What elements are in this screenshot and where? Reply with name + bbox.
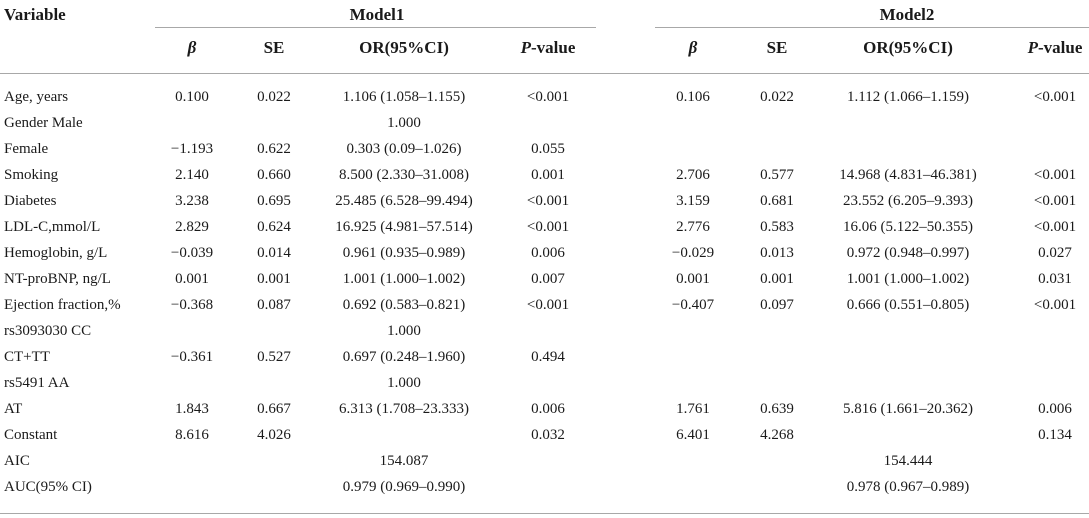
col-se-m1: SE [263,38,285,57]
m1-or-cell: 0.979 (0.969–0.990) [342,479,466,495]
m1-or-cell: 0.697 (0.248–1.960) [342,349,466,365]
m1-or-cell: 1.106 (1.058–1.155) [342,89,466,105]
m1-p-cell: <0.001 [526,219,570,235]
row-variable-label: NT-proBNP, ng/L [4,271,111,287]
m2-se-cell: 0.583 [760,219,794,235]
header-rule [0,73,1089,74]
col-beta-m2: β [688,38,698,57]
m1-se-cell: 0.014 [257,245,291,261]
m1-beta-cell: 2.140 [175,167,209,183]
m1-p-cell: 0.006 [531,245,565,261]
m1-beta-cell: 0.001 [175,271,209,287]
col-or-m2: OR(95%CI) [863,38,953,57]
m1-se-cell: 0.001 [257,271,291,287]
col-se-m2: SE [766,38,788,57]
m1-or-cell: 25.485 (6.528–99.494) [335,193,473,209]
m1-p-cell: 0.007 [531,271,565,287]
m1-se-cell: 0.660 [257,167,291,183]
m2-se-cell: 0.001 [760,271,794,287]
m2-beta-cell: 2.706 [676,167,710,183]
model2-underline [655,27,1089,28]
m1-se-cell: 0.667 [257,401,291,417]
m1-p-cell: 0.006 [531,401,565,417]
m2-or-cell: 5.816 (1.661–20.362) [843,401,973,417]
m1-or-cell: 0.961 (0.935–0.989) [342,245,466,261]
m1-or-cell: 1.001 (1.000–1.002) [342,271,466,287]
m2-beta-cell: 2.776 [676,219,710,235]
m2-p-cell: 0.031 [1038,271,1072,287]
m1-se-cell: 0.527 [257,349,291,365]
m1-p-cell: <0.001 [526,297,570,313]
m1-beta-cell: 3.238 [175,193,209,209]
col-beta-m1: β [187,38,197,57]
row-variable-label: AIC [4,453,30,469]
m2-beta-cell: 1.761 [676,401,710,417]
m2-se-cell: 0.639 [760,401,794,417]
m2-p-cell: <0.001 [1033,167,1077,183]
col-p-m2-letter: P [1027,38,1038,57]
m2-beta-cell: 0.001 [676,271,710,287]
m1-se-cell: 0.622 [257,141,291,157]
m1-p-cell: <0.001 [526,193,570,209]
m1-se-cell: 0.695 [257,193,291,209]
m1-p-cell: <0.001 [526,89,570,105]
m1-beta-cell: 2.829 [175,219,209,235]
row-variable-label: Female [4,141,49,157]
m2-beta-cell: 3.159 [676,193,710,209]
row-variable-label: AUC(95% CI) [4,479,92,495]
m1-beta-cell: −0.361 [170,349,214,365]
col-p-m2-suffix: -value [1038,38,1083,57]
col-p-m2 [1028,35,1083,61]
m2-or-cell: 1.112 (1.066–1.159) [847,89,969,105]
m2-p-cell: <0.001 [1033,297,1077,313]
m2-se-cell: 0.022 [760,89,794,105]
m2-or-cell: 0.972 (0.948–0.997) [846,245,970,261]
m1-beta-cell: 0.100 [175,89,209,105]
m1-se-cell: 0.624 [257,219,291,235]
m1-se-cell: 0.087 [257,297,291,313]
m2-or-cell: 0.666 (0.551–0.805) [846,297,970,313]
m1-p-cell: 0.001 [531,167,565,183]
m2-beta-cell: −0.029 [671,245,715,261]
m2-se-cell: 0.577 [760,167,794,183]
m1-or-cell: 154.087 [379,453,429,469]
row-variable-label: Hemoglobin, g/L [4,245,108,261]
m1-beta-cell: 1.843 [175,401,209,417]
col-p-m1 [521,35,576,61]
row-variable-label: Age, years [4,89,69,105]
m2-se-cell: 0.097 [760,297,794,313]
m1-or-cell: 1.000 [387,115,421,131]
m1-p-cell: 0.494 [531,349,565,365]
m2-se-cell: 0.013 [760,245,794,261]
m2-p-cell: 0.027 [1038,245,1072,261]
m1-or-cell: 0.303 (0.09–1.026) [346,141,462,157]
m1-or-cell: 8.500 (2.330–31.008) [339,167,469,183]
header-model1: Model1 [349,5,405,24]
m1-or-cell: 1.000 [387,375,421,391]
m2-beta-cell: 0.106 [676,89,710,105]
m2-p-cell: <0.001 [1033,219,1077,235]
m2-p-cell: 0.134 [1038,427,1072,443]
m1-p-cell: 0.032 [531,427,565,443]
row-variable-label: CT+TT [4,349,50,365]
m1-p-cell: 0.055 [531,141,565,157]
m2-or-cell: 16.06 (5.122–50.355) [843,219,973,235]
row-variable-label: Constant [4,427,58,443]
m1-beta-cell: 8.616 [175,427,209,443]
row-variable-label: rs3093030 CC [4,323,92,339]
row-variable-label: rs5491 AA [4,375,70,391]
m1-se-cell: 4.026 [257,427,291,443]
row-variable-label: Ejection fraction,% [4,297,121,313]
row-variable-label: Diabetes [4,193,57,209]
header-variable: Variable [4,5,66,24]
m2-se-cell: 4.268 [760,427,794,443]
m2-or-cell: 154.444 [883,453,933,469]
row-variable-label: Smoking [4,167,59,183]
m2-se-cell: 0.681 [760,193,794,209]
row-variable-label: Gender Male [4,115,83,131]
m2-or-cell: 14.968 (4.831–46.381) [839,167,977,183]
m1-beta-cell: −1.193 [170,141,214,157]
m2-p-cell: 0.006 [1038,401,1072,417]
m1-or-cell: 0.692 (0.583–0.821) [342,297,466,313]
col-p-m1-letter: P [520,38,531,57]
m2-or-cell: 23.552 (6.205–9.393) [843,193,973,209]
row-variable-label: AT [4,401,23,417]
header-model2: Model2 [879,5,935,24]
m1-or-cell: 1.000 [387,323,421,339]
m2-p-cell: <0.001 [1033,89,1077,105]
m2-beta-cell: −0.407 [671,297,715,313]
col-or-m1: OR(95%CI) [359,38,449,57]
model1-underline [155,27,596,28]
m2-or-cell: 1.001 (1.000–1.002) [846,271,970,287]
m1-or-cell: 16.925 (4.981–57.514) [335,219,473,235]
col-p-m1-suffix: -value [531,38,576,57]
m2-p-cell: <0.001 [1033,193,1077,209]
m1-se-cell: 0.022 [257,89,291,105]
m2-or-cell: 0.978 (0.967–0.989) [846,479,970,495]
m2-beta-cell: 6.401 [676,427,710,443]
m1-or-cell: 6.313 (1.708–23.333) [339,401,469,417]
row-variable-label: LDL-C,mmol/L [4,219,101,235]
m1-beta-cell: −0.039 [170,245,214,261]
m1-beta-cell: −0.368 [170,297,214,313]
bottom-rule [0,513,1089,514]
